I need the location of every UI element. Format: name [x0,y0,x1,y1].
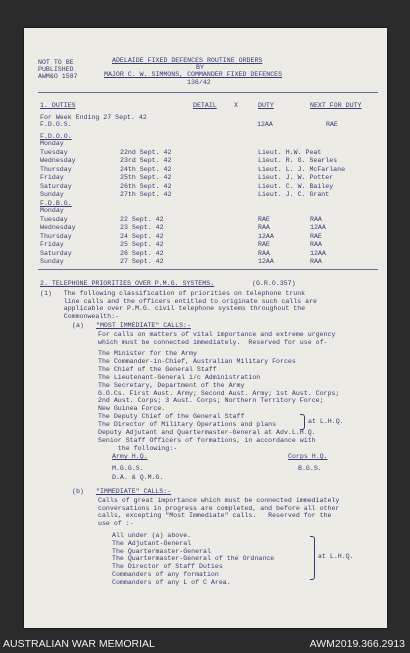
item-b-text-line: conversations in progress are completed, and before all other [98,504,340,512]
brace-b [310,536,315,580]
item-b-list-line: Commanders of any formation [112,571,219,578]
fdo-row-date: 27th Sept. 42 [120,191,172,198]
item-b-list-line: All under (a) above. [112,532,192,539]
fdb-row-duty: RAA [258,224,270,231]
fdos-label: F.D.O.S. [40,121,72,128]
fdb-row-day: Tuesday [40,215,68,223]
fdo-row-date: 25th Sept. 42 [120,174,172,181]
item-a-list-line: The Chief of the General Staff [98,365,217,373]
fdb-row-day: Wednesday [40,224,76,231]
footer-accession: AWM2019.366.2913 [309,638,405,650]
fdo-row-day: Tuesday [40,148,68,156]
header-left-line-3: AWM&O 1587 [38,73,78,80]
header-by: BY [196,64,204,71]
fdo-title: F.D.O.O. [40,133,72,140]
item-b-label: (b) [72,488,84,495]
fdb-row-duty: RAA [258,249,270,257]
fdo-row-day: Friday [40,174,64,181]
item-a-list-line: The Director of Military Operations and plans [98,421,277,429]
item-a-list-line: The Secretary, Department of the Army [98,381,245,389]
fdb-row-next: RAA [310,258,322,265]
week-ending: For Week Ending 27 Sept. 42 [40,114,147,121]
fdo-row-duty: Lieut. L. J. McFarlane [258,165,346,173]
item-b-list-line: Commanders of any L of C Area. [112,578,231,586]
item-a-at-lhq: at L.H.Q. [308,418,344,425]
fdb-row-day: Thursday [40,232,72,240]
intro-line: (1) The following classification of priorities on telephone trunk [40,290,306,297]
fdb-row-duty: RAE [258,215,270,223]
col-next-for-duty: NEXT FOR DUTY [310,102,362,109]
col-x: X [234,102,238,109]
fdb-row-day: Sunday [40,258,64,265]
fdo-row-duty: Lieut. J. C. Grant [258,191,330,198]
fdb-row-date: 22 Sept. 42 [120,215,164,223]
item-b-list-line: The Adjutant-General [112,539,192,547]
item-b-list-line: The Director of Staff Duties [112,563,223,571]
fdos-duty: 12AA [257,121,273,128]
intro-line: applicable over P.M.G. civil telephone systems throughout the [40,305,306,313]
item-b-list-line: The Quartermaster-General [112,547,211,555]
intro-line: Commonwealth:- [40,312,120,320]
item-a-title: "MOST IMMEDIATE" CALLS:- [96,322,191,329]
fdo-row-day: Wednesday [40,157,76,164]
fdb-row-next: 12AA [310,224,326,231]
item-a-list-line: The Commander-in-Chief, Australian Military Forces [98,357,296,365]
item-a-list-line: Senior Staff Officers of formations, in accordance with [98,436,316,444]
item-b-text-line: calls, excepting "Most Immediate" calls. Reserved for the [98,512,332,520]
item-a-label: (a) [72,322,84,329]
item-b-text-line: use of :- [98,519,134,527]
army-hq-item-2: D.A. & Q.M.G. [112,474,164,481]
fdb-row-duty: 12AA [258,232,274,240]
item-a-list-line: The Lieutenant-General i/c Administration [98,373,261,381]
item-b-list-line: The Quartermaster-General of the Ordnance [112,555,275,563]
fdb-row-date: 24 Sept. 42 [120,232,164,240]
fdb-row-next: RAA [310,215,322,223]
fdo-row-day: Sunday [40,191,64,198]
telephone-heading: 2. TELEPHONE PRIORITIES OVER P.M.G. SYSTEMS. [40,280,215,287]
divider-top [38,92,378,93]
item-b-at-lhq: at L.H.Q. [318,553,354,560]
fdb-row-day: Friday [40,241,64,248]
corps-hq-item-1: B.G.S. [298,465,322,472]
commander-line: MAJOR C. W. SIMMONS, COMMANDER FIXED DEFENCES [104,71,283,78]
fdb-row-next: 12AA [310,249,326,257]
fdb-row-day: Saturday [40,249,72,257]
fdo-row-duty: Lieut. J. W. Potter [258,174,334,181]
telephone-ref: (G.R.O.357) [252,280,296,287]
footer-institution: AUSTRALIAN WAR MEMORIAL [3,638,155,650]
document-title: ADELAIDE FIXED DEFENCES ROUTINE ORDERS [112,57,263,64]
fdb-title: F.D.B.G. [40,200,72,207]
header-left-line-1: NOT TO BE [38,59,74,66]
fdb-row-duty: 12AA [258,258,274,265]
fdo-row-day: Thursday [40,165,72,173]
fdb-row-date: 23 Sept. 42 [120,224,164,231]
order-number: 136/42 [187,79,211,86]
fdb-row-next: RAA [310,241,322,248]
item-b-title: "IMMEDIATE" CALLS:- [96,488,172,495]
fdb-row-duty: RAE [258,241,270,248]
divider-mid [38,269,378,270]
item-a-list-line: Deputy Adjutant and Quartermaster-General at Adv.L.H.Q. [98,429,316,436]
item-a-text-line: For calls on matters of vital importance and extreme urgency [98,331,336,338]
intro-line: line calls and the officers entitled to originate such calls are [40,297,317,305]
col-detail: DETAIL [193,102,217,109]
item-b-text-line: Calls of great importance which must be connected immediately [98,497,340,504]
header-left-line-2: PUBLISHED [38,66,74,73]
fdb-row-day: Monday [40,207,64,214]
fdb-row-date: 25 Sept. 42 [120,241,164,248]
fdb-row-next: RAE [310,232,322,240]
item-a-list-line: G.O.Cs. First Aust. Army; Second Aust. Army; 1st Aust. Corps; [98,389,340,397]
fdo-row-day: Monday [40,140,64,147]
corps-hq-heading: Corps H.Q. [288,453,328,460]
fdo-row-date: 22nd Sept. 42 [120,148,172,156]
army-hq-heading: Army H.Q. [112,453,148,460]
col-duty: DUTY [258,102,274,109]
fdo-row-duty: Lieut. R. G. Searles [258,157,338,164]
item-a-list-line: the following:- [98,444,178,452]
item-a-text-line: which must be connected immediately. Reserved for use of- [98,338,328,346]
fdb-row-date: 26 Sept. 42 [120,249,164,257]
item-a-list-line: The Minister for the Army [98,350,197,357]
fdo-row-date: 24th Sept. 42 [120,165,172,173]
duties-heading: 1. DUTIES [40,102,76,109]
fdo-row-day: Saturday [40,182,72,190]
brace-a [300,414,305,430]
fdos-next: RAE [326,121,338,128]
item-a-list-line: New Guinea Force. [98,405,166,413]
fdo-row-date: 23rd Sept. 42 [120,157,172,164]
item-a-list-line: 2nd Aust. Corps; 3 Aust. Corps; Northern Territory Force; [98,397,324,405]
fdb-row-date: 27 Sept. 42 [120,258,164,265]
item-a-list-line: The Deputy Chief of the General Staff [98,413,245,421]
fdo-row-duty: Lieut. H.W. Peat [258,148,322,156]
fdo-row-date: 26th Sept. 42 [120,182,172,190]
fdo-row-duty: Lieut. C. W. Bailey [258,182,334,190]
army-hq-item-1: M.G.G.S. [112,465,144,472]
